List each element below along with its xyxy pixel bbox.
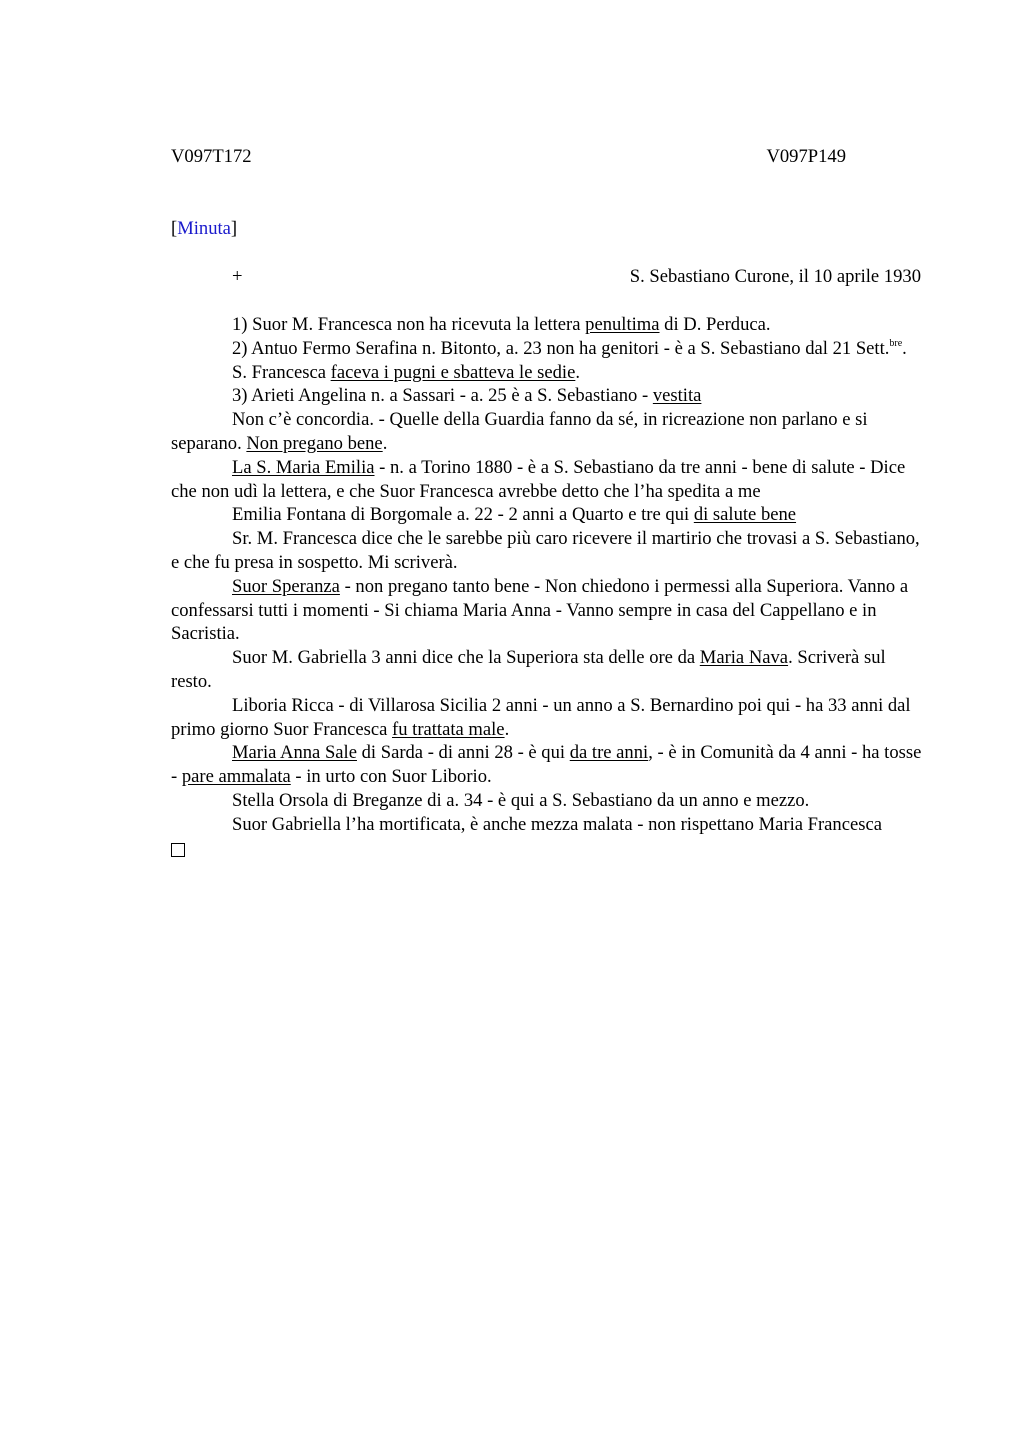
paragraph-10: Suor M. Gabriella 3 anni dice che la Superiora sta delle ore da Maria Nava. Scriverà sul resto. [171,647,886,692]
document-code-right: V097P149 [766,146,846,167]
paragraph-6: La S. Maria Emilia - n. a Torino 1880 - è a S. Sebastiano da tre anni - bene di salute - Dice che non udì la lettera, e che Suor Francesca avrebbe detto che l’ha spedita a me [171,456,906,502]
underlined-text: Maria Anna Sale [232,742,357,764]
minuta-close-bracket: ] [230,218,238,239]
underlined-text: fu trattata male [392,718,505,740]
underlined-text: di salute bene [693,504,797,526]
paragraph-7: Emilia Fontana di Borgomale a. 22 - 2 anni a Quarto e tre qui di salute bene [232,504,797,526]
document-code-left: V097T172 [171,146,252,167]
paragraph-2: 2) Antuo Fermo Serafina n. Bitonto, a. 23 non ha genitori - è a S. Sebastiano dal 21 Sett.$^{bre}$. [232,337,907,359]
underlined-text: Maria Nava [699,647,789,669]
underlined-text: da tre anni [569,742,649,764]
minuta-label [171,218,237,240]
paragraph-9: Suor Speranza - non pregano tanto bene - Non chiedono i permessi alla Superiora. Vanno a confessarsi tutti i momenti - Si chiama Maria Anna - Vanno sempre in casa del Cappellano e in Sacristia. [171,575,909,645]
underlined-text: Suor Speranza [232,575,340,597]
paragraph-14: Suor Gabriella l’ha mortificata, è anche mezza malata - non rispettano Maria Francesca [232,813,882,835]
paragraph-12: Maria Anna Sale di Sarda - di anni 28 - è qui da tre anni, - è in Comunità da 4 anni - ha tosse - pare ammalata - in urto con Suor Liborio. [171,742,922,788]
paragraph-1: 1) Suor M. Francesca non ha ricevuta la lettera penultima di D. Perduca. [232,314,771,335]
place-date: S. Sebastiano Curone, il 10 aprile 1930 [629,266,921,287]
paragraph-4: 3) Arieti Angelina n. a Sassari - a. 25 è a S. Sebastiano - vestita [232,385,702,407]
underlined-text: pare ammalata [181,766,291,788]
minuta-link[interactable]: Minuta [177,218,231,239]
header-row [171,146,846,170]
underlined-text: Non pregano bene [246,432,383,454]
superscript: bre [889,337,903,349]
paragraph-3: S. Francesca faceva i pugni e sbatteva le sedie. [232,361,580,383]
cross-mark: + [232,266,243,287]
paragraph-8: Sr. M. Francesca dice che le sarebbe più caro ricevere il martirio che trovasi a S. Sebastiano, e che fu presa in sospetto. Mi scriverà. [171,528,920,573]
underlined-text: vestita [652,385,702,407]
underlined-text: penultima [585,314,660,335]
paragraph-13: Stella Orsola di Breganze di a. 34 - è qui a S. Sebastiano da un anno e mezzo. [232,789,810,811]
underlined-text: La S. Maria Emilia [232,456,375,478]
paragraph-5: Non c’è concordia. - Quelle della Guardia fanno da sé, in ricreazione non parlano e si separano. Non pregano bene. [171,409,868,454]
end-square-icon [171,843,185,857]
letter-body [171,313,927,857]
dateline [171,266,921,290]
minuta-open-bracket: [ [171,218,178,239]
underlined-text: faceva i pugni e sbatteva le sedie [330,361,576,383]
paragraph-11: Liboria Ricca - di Villarosa Sicilia 2 anni - un anno a S. Bernardino poi qui - ha 33 anni dal primo giorno Suor Francesca fu trattata male. [171,694,911,740]
